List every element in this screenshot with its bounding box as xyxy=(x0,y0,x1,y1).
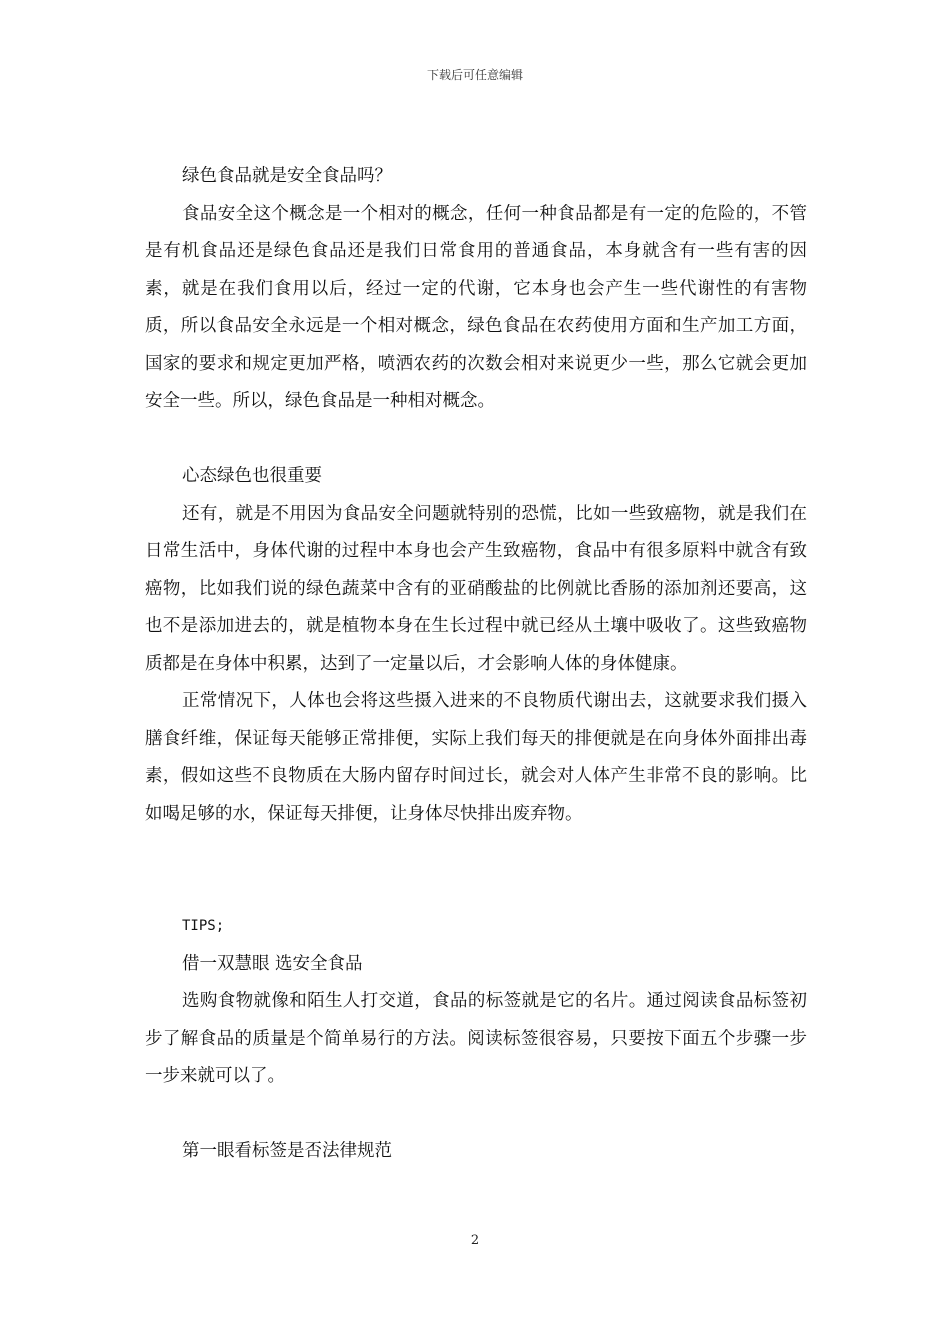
paragraph-food-labels: 选购食物就像和陌生人打交道，食品的标签就是它的名片。通过阅读食品标签初步了解食品的质量是个简单易行的方法。阅读标签很容易，只要按下面五个步骤一步一步来就可以了。 xyxy=(145,991,807,1086)
tips-label: TIPS; xyxy=(182,918,225,934)
paragraph-carcinogens: 还有，就是不用因为食品安全问题就特别的恐慌，比如一些致癌物，就是我们在日常生活中，身体代谢的过程中本身也会产生致癌物，食品中有很多原料中就含有致癌物，比如我们说的绿色蔬菜中含有的亚硝酸盐的比例就比香肠的添加剂还要高，这也不是添加进去的，就是植物本身在生长过程中就已经从土壤中吸收了。这些致癌物质都是在身体中积累，达到了一定量以后，才会影响人体的身体健康。 xyxy=(145,503,807,674)
spacer xyxy=(145,1096,807,1134)
paragraph-metabolism: 正常情况下，人体也会将这些摄入进来的不良物质代谢出去，这就要求我们摄入膳食纤维，保证每天能够正常排便，实际上我们每天的排便就是在向身体外面排出毒素，假如这些不良物质在大肠内留存时间过长，就会对人体产生非常不良的影响。比如喝足够的水，保证每天排便，让身体尽快排出废弃物。 xyxy=(145,691,807,824)
section-heading-green-food: 绿色食品就是安全食品吗？ xyxy=(182,166,392,186)
section-heading-label-check: 第一眼看标签是否法律规范 xyxy=(182,1141,392,1161)
page-number: 2 xyxy=(470,1233,480,1248)
section-heading-choose-food: 借一双慧眼 选安全食品 xyxy=(182,953,363,974)
page-header: 下载后可任意编辑 xyxy=(426,68,523,82)
section-heading-mindset: 心态绿色也很重要 xyxy=(182,466,322,486)
spacer xyxy=(145,421,807,459)
paragraph-food-safety: 食品安全这个概念是一个相对的概念，任何一种食品都是有一定的危险的，不管是有机食品还是绿色食品还是我们日常食用的普通食品，本身就含有一些有害的因素，就是在我们食用以后，经过一定的代谢，它本身也会产生一些代谢性的有害物质，所以食品安全永远是一个相对概念，绿色食品在农药使用方面和生产加工方面，国家的要求和规定更加严格，喷洒农药的次数会相对来说更少一些，那么它就会更加安全一些。所以，绿色食品是一种相对概念。 xyxy=(145,203,807,411)
spacer xyxy=(145,833,807,908)
document-body xyxy=(145,158,807,1171)
